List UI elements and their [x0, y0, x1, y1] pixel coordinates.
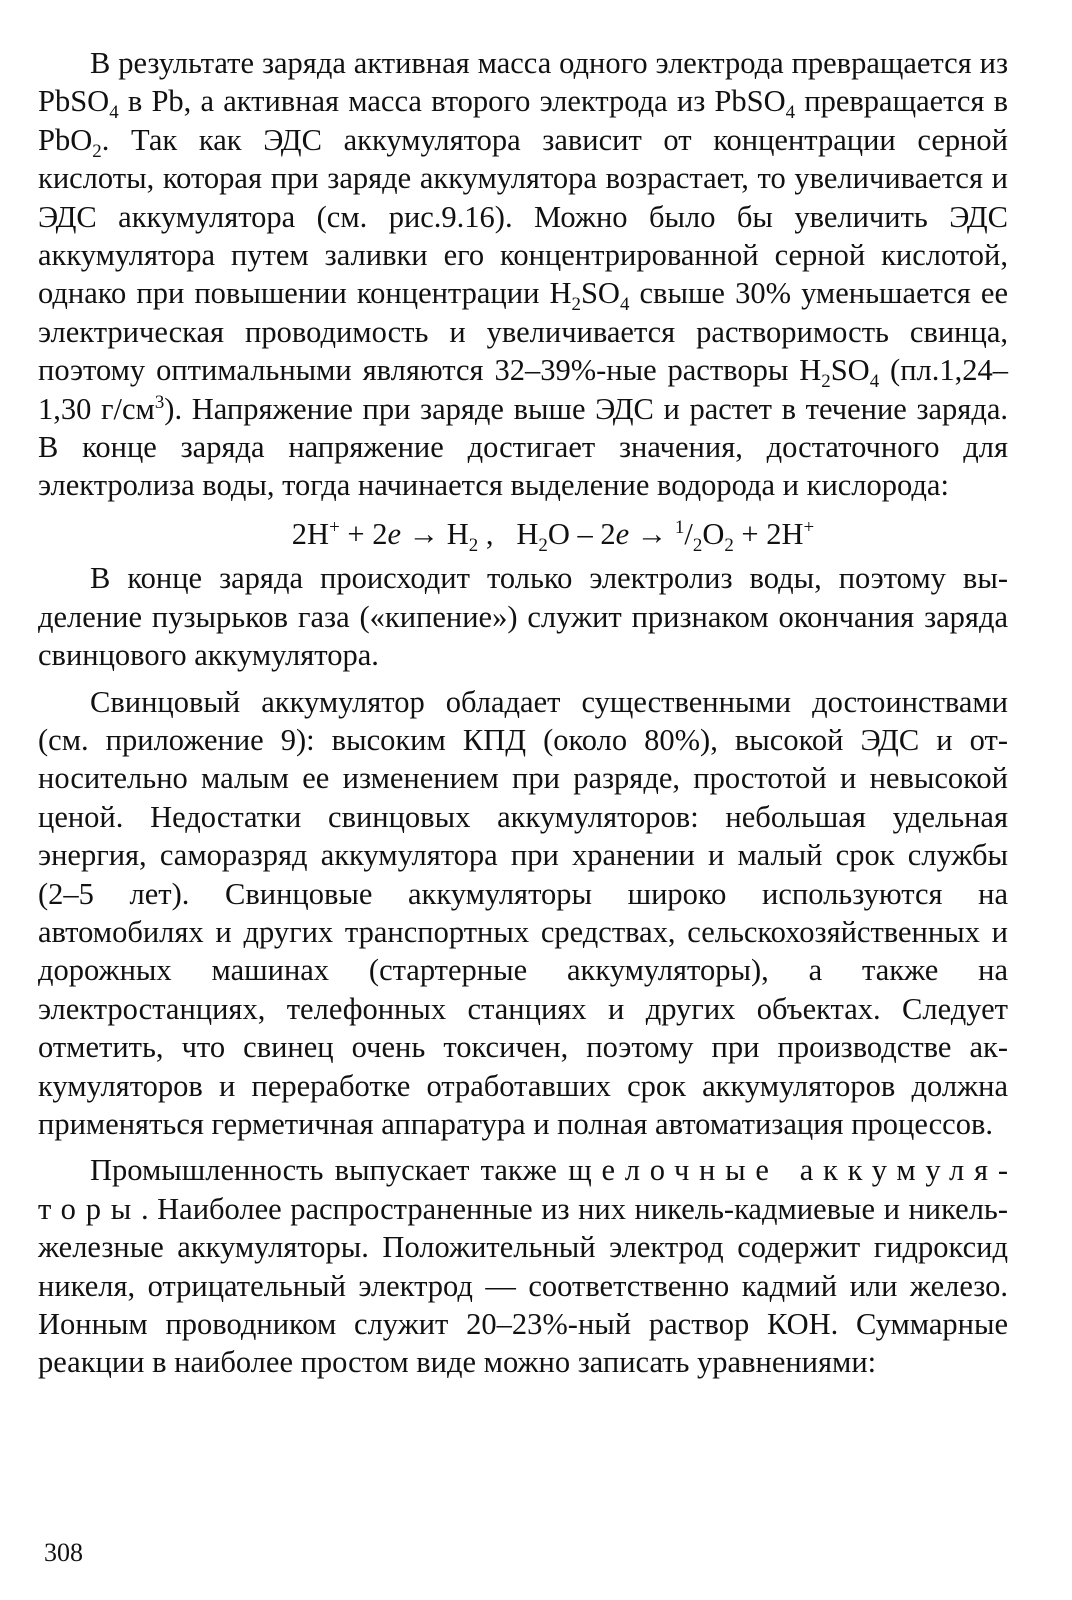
emphasized-term: щелочные аккумуляторы: [38, 1153, 1008, 1226]
superscript: 3: [154, 391, 165, 413]
subscript: 2: [571, 294, 581, 316]
text-run: SO: [830, 353, 870, 388]
text-run: Промышленность выпускает также: [90, 1153, 569, 1188]
page-body: [38, 44, 1008, 1382]
paragraph-lead-battery-properties: Свинцовый аккумулятор обладает существенными достоинствами (см. приложение 9): высоким КПД (около 80%), высокой ЭДС и относительно малым ее изменением при разряде, простотой и невысокой ценой. Недостатки свинцовых аккумуляторов: небольшая удельная энергия, саморазряд аккумулятора при хранении и малый срок службы (2–5 лет). Свинцовые аккумуляторы широко используются на автомобилях и других транспортных средствах, сельскохозяйственных и дорожных машинах (стартерные аккумуляторы), а также на электростанциях, телефонных станциях и других объектах. Следует отметить, что свинец очень токсичен, поэтому при производстве аккумуляторов и переработке отработавших срок аккумуляторов должна применяться герметичная аппаратура и полная автоматизация процессов.: [38, 684, 1008, 1141]
text-run: (пл.1,24–1,30 г/см: [38, 353, 1009, 426]
subscript: 4: [619, 294, 630, 316]
text-run: В результате заряда активная масса одного электрода превращается из PbSO: [38, 46, 1008, 119]
text-run: . Так как ЭДС аккумулятора зависит от концентрации серной кислоты, которая при заряде аккумулятора возрастает, то увеличивается и ЭДС аккумулятора (см. рис.9.16). Можно было бы увеличить ЭДС аккумулятора путем заливки его концентрированной серной кислотой, однако при повышении концентрации H: [38, 122, 1008, 311]
paragraph-end-of-charge: В конце заряда происходит только электролиз воды, поэтому выделение пузырьков газа («кипение») служит признаком окончания заряда свинцового аккумулятора.: [38, 561, 1008, 673]
page-number: 308: [44, 1538, 83, 1567]
subscript: 4: [109, 102, 119, 124]
text-run: ). Напряжение при заряде выше ЭДС и растет в течение заряда. В конце заряда напряжение достигает значения, достаточного для электролиза воды, тогда начинается выделение водорода и кислорода:: [38, 391, 1008, 503]
text-run: . Наиболее распространенные из них никель-кадмиевые и никель-железные аккумуляторы. Положительный электрод содержит гидроксид никеля, отрицательный электрод — соответственно кадмий или железо. Ионным проводником служит 20–23%-ный раствор КОН. Суммарные реакции в наиболее простом виде можно записать уравнениями:: [38, 1191, 1008, 1380]
text-run: SO: [580, 276, 620, 311]
electrolysis-equation: $2H^+ + 2e \to H_2$ , $H_2O - 2e \to ^1/_2O_2 + 2H^+$: [291, 516, 815, 556]
subscript: 4: [869, 371, 880, 393]
paragraph-charge-process: [38, 44, 1008, 505]
subscript: 2: [821, 371, 831, 393]
text-run: превращается в PbO: [38, 84, 1009, 157]
subscript: 2: [92, 140, 102, 162]
subscript: 4: [785, 102, 796, 124]
text-run: свыше 30% уменьшается ее электрическая проводимость и увеличивается растворимость свинца, поэтому оптимальными являются 32–39%-ные растворы H: [38, 276, 1008, 388]
text-run: в Pb, а активная масса второго электрода из PbSO: [118, 84, 786, 119]
paragraph-alkaline-batteries: [38, 1151, 1008, 1381]
